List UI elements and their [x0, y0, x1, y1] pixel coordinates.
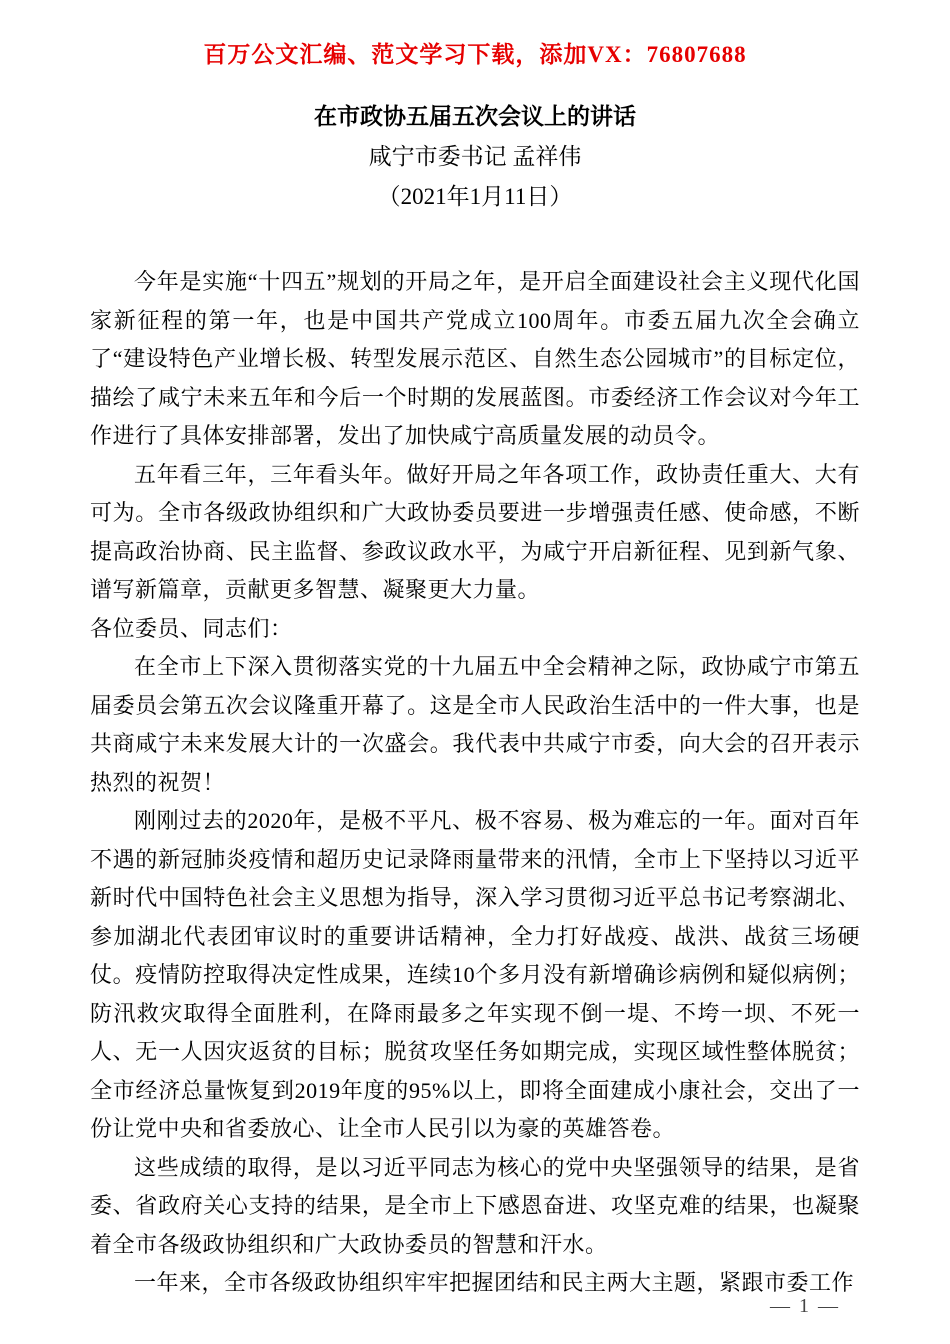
body-paragraph-3-salutation: 各位委员、同志们：: [90, 615, 293, 641]
watermark-header-notice: 百万公文汇编、范文学习下载，添加VX：76807688: [203, 42, 747, 67]
title-block: [90, 97, 860, 217]
document-author: 咸宁市委书记 孟祥伟: [368, 144, 582, 169]
body-paragraph-7: 一年来，全市各级政协组织牢牢把握团结和民主两大主题，紧跟市委工作: [134, 1270, 855, 1295]
page-number: — 1 —: [770, 1295, 840, 1317]
body-paragraph-5: 刚刚过去的2020年，是极不平凡、极不容易、极为难忘的一年。面对百年不遇的新冠肺炎疫情和超历史记录降雨量带来的汛情，全市上下坚持以习近平新时代中国特色社会主义思想为指导，深入学习贯彻习近平总书记考察湖北、参加湖北代表团审议时的重要讲话精神，全力打好战疫、战洪、战贫三场硬仗。疫情防控取得决定性成果，连续10个多月没有新增确诊病例和疑似病例；防汛救灾取得全面胜利，在降雨最多之年实现不倒一堤、不垮一坝、不死一人、无一人因灾返贫的目标；脱贫攻坚任务如期完成，实现区域性整体脱贫；全市经济总量恢复到2019年度的95%以上，即将全面建成小康社会，交出了一份让党中央和省委放心、让全市人民引以为豪的英雄答卷。: [90, 808, 860, 1141]
document-title: 在市政协五届五次会议上的讲话: [314, 104, 636, 129]
document-date: （2021年1月11日）: [377, 184, 573, 209]
body-paragraph-1: 今年是实施“十四五”规划的开局之年，是开启全面建设社会主义现代化国家新征程的第一年，也是中国共产党成立100周年。市委五届九次全会确立了“建设特色产业增长极、转型发展示范区、自然生态公园城市”的目标定位，描绘了咸宁未来五年和今后一个时期的发展蓝图。市委经济工作会议对今年工作进行了具体安排部署，发出了加快咸宁高质量发展的动员令。: [90, 269, 860, 448]
body-paragraph-2: 五年看三年，三年看头年。做好开局之年各项工作，政协责任重大、大有可为。全市各级政协组织和广大政协委员要进一步增强责任感、使命感，不断提高政治协商、民主监督、参政议政水平，为咸宁开启新征程、见到新气象、谱写新篇章，贡献更多智慧、凝聚更大力量。: [90, 461, 860, 602]
body-paragraph-4: 在全市上下深入贯彻落实党的十九届五中全会精神之际，政协咸宁市第五届委员会第五次会议隆重开幕了。这是全市人民政治生活中的一件大事，也是共商咸宁未来发展大计的一次盛会。我代表中共咸宁市委，向大会的召开表示热烈的祝贺！: [90, 654, 860, 795]
document-body: [90, 263, 860, 1303]
body-paragraph-6: 这些成绩的取得，是以习近平同志为核心的党中央坚强领导的结果，是省委、省政府关心支持的结果，是全市上下感恩奋进、攻坚克难的结果，也凝聚着全市各级政协组织和广大政协委员的智慧和汗水。: [90, 1154, 860, 1257]
